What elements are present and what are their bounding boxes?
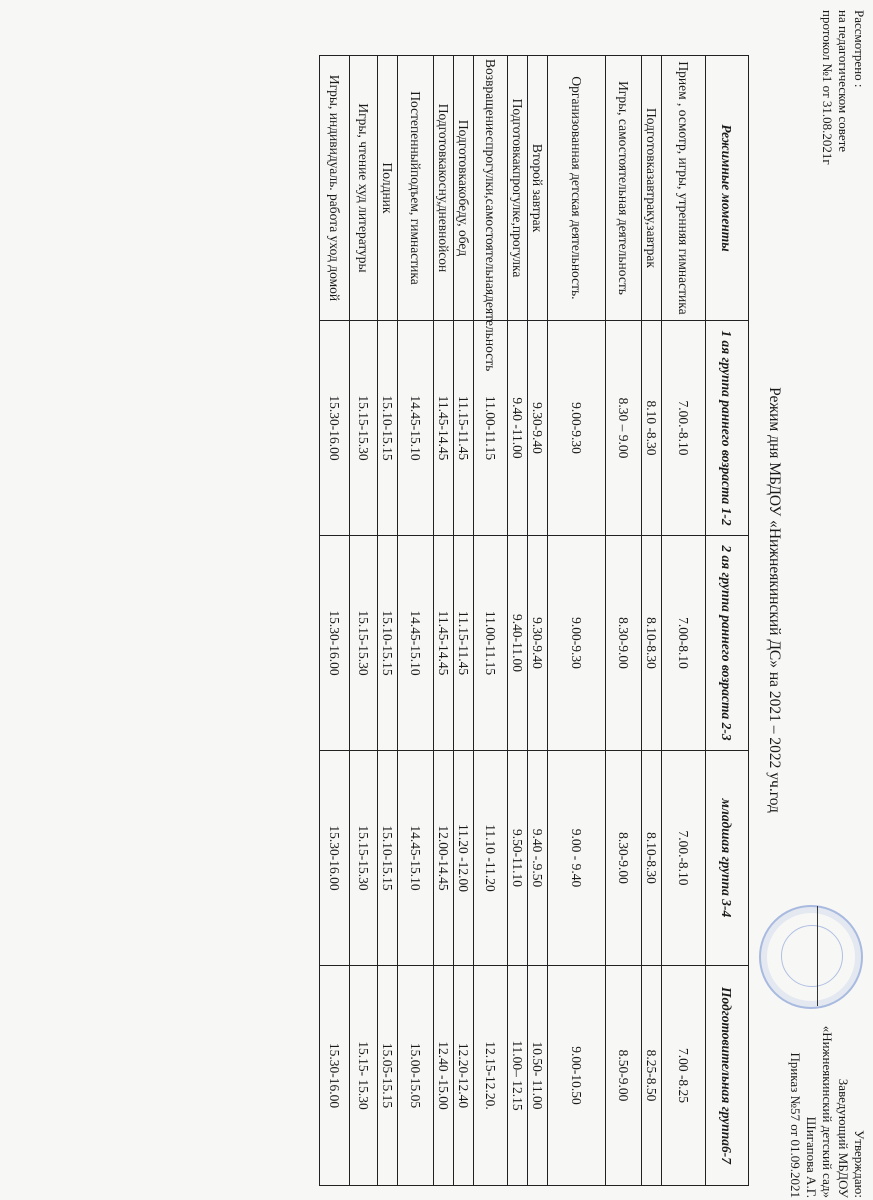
time-cell: 15.15-15.30 (350, 321, 378, 536)
table-row (548, 56, 606, 1186)
table-row (508, 56, 528, 1186)
header-row (706, 56, 749, 1186)
table-row (606, 56, 642, 1186)
time-cell: 9.00-10.50 (548, 966, 606, 1186)
time-cell: 15.15-15.30 (350, 536, 378, 751)
regime-moment-cell: Игры, индивидуаль. работа уход домой (320, 56, 350, 321)
time-cell: 9.40-11.00 (508, 536, 528, 751)
table-row (378, 56, 398, 1186)
time-cell: 15.05-15.15 (378, 966, 398, 1186)
time-cell: 14.45-15.10 (398, 536, 434, 751)
approval-line: Утверждаю: (852, 1130, 867, 1198)
regime-moment-cell: Организованная детская деятельность. (548, 56, 606, 321)
table-row (454, 56, 474, 1186)
regime-moment-cell: Полдник (378, 56, 398, 321)
time-cell: 10.50- 11.00 (528, 966, 548, 1186)
time-cell: 8.30-9.00 (606, 536, 642, 751)
consideration-line: протокол №1 от 31.08.2021г (820, 10, 835, 165)
approval-line: «Нижнеякинский детский сад» (820, 1025, 835, 1198)
time-cell: 11.10 -11.20 (474, 751, 508, 966)
time-cell: 9.30-9.40 (528, 321, 548, 536)
time-cell: 8.10-8.30 (642, 751, 662, 966)
time-cell: 9.50-11.10 (508, 751, 528, 966)
regime-moment-cell: Подготовкакобеду, обед (454, 56, 474, 321)
approval-line: Приказ №57 от 01.09.2021 (788, 1052, 803, 1198)
approval-block (787, 1026, 867, 1198)
time-cell: 7.00.-8.10 (662, 321, 706, 536)
time-cell: 8.30-9.00 (606, 751, 642, 966)
time-cell: 12.15-12.20. (474, 966, 508, 1186)
regime-moment-cell: Постепенныйподъем, гимнастика (398, 56, 434, 321)
time-cell: 8.25-8.50 (642, 966, 662, 1186)
time-cell: 11.45-14.45 (434, 536, 454, 751)
time-cell: 9.00-9.30 (548, 321, 606, 536)
consideration-line: Рассмотрено : (852, 10, 867, 88)
time-cell: 12.00-14.45 (434, 751, 454, 966)
table-row (350, 56, 378, 1186)
time-cell: 15.00-15.05 (398, 966, 434, 1186)
table-row (320, 56, 350, 1186)
signature-line (817, 906, 818, 1006)
time-cell: 14.45-15.10 (398, 751, 434, 966)
regime-moment-cell: Подготовкакпрогулке,прогулка (508, 56, 528, 321)
schedule-table (319, 55, 749, 1186)
regime-moment-cell: Прием , осмотр, игры, утренняя гимнастика (662, 56, 706, 321)
consideration-block (819, 10, 867, 165)
table-row (528, 56, 548, 1186)
time-cell: 11.15-11.45 (454, 321, 474, 536)
approval-line: Шигапова А.Г. (804, 1116, 819, 1198)
time-cell: 8.30 – 9.00 (606, 321, 642, 536)
regime-moment-cell: Возвращениеспрогулки,самостоятельнаядеятельность (474, 56, 508, 321)
time-cell: 7.00-8.10 (662, 536, 706, 751)
regime-moment-cell: Подготовказавтраку,завтрак (642, 56, 662, 321)
table-row (398, 56, 434, 1186)
time-cell: 15.10-15.15 (378, 751, 398, 966)
time-cell: 11.00– 12.15 (508, 966, 528, 1186)
page-title: Режим дня МБДОУ «Нижнеякинский ДС» на 2021 – 2022 уч.год (766, 387, 783, 813)
header-cell: Режимные моменты (706, 56, 749, 321)
time-cell: 11.00-11.15 (474, 536, 508, 751)
table-row (662, 56, 706, 1186)
header-cell: 2 ая группа раннего возраста 2-3 (706, 536, 749, 751)
header-cell: Подготовительная группа6-7 (706, 966, 749, 1186)
time-cell: 14.45-15.10 (398, 321, 434, 536)
time-cell: 8.10-8.30 (642, 536, 662, 751)
time-cell: 15.10-15.15 (378, 536, 398, 751)
time-cell: 12.20-12.40 (454, 966, 474, 1186)
time-cell: 11.15-11.45 (454, 536, 474, 751)
table-row (474, 56, 508, 1186)
time-cell: 9.00-9.30 (548, 536, 606, 751)
time-cell: 9.00 - 9.40 (548, 751, 606, 966)
time-cell: 9.40 -.9.50 (528, 751, 548, 966)
time-cell: 7.00 -8.25 (662, 966, 706, 1186)
time-cell: 15.30-16.00 (320, 751, 350, 966)
time-cell: 15.30-16.00 (320, 321, 350, 536)
regime-moment-cell: Игры, чтение худ литературы (350, 56, 378, 321)
time-cell: 15.30-16.00 (320, 536, 350, 751)
header-cell: 1 ая группа раннего возраста 1-2 (706, 321, 749, 536)
regime-moment-cell: Подготовкакосну,дневнойсон (434, 56, 454, 321)
table-row (434, 56, 454, 1186)
time-cell: 15.10-15.15 (378, 321, 398, 536)
time-cell: 8.10 -8.30 (642, 321, 662, 536)
time-cell: 8.50-9.00 (606, 966, 642, 1186)
table-row (642, 56, 662, 1186)
time-cell: 7.00.-8.10 (662, 751, 706, 966)
time-cell: 15.30-16.00 (320, 966, 350, 1186)
consideration-line: на педагогическом совете (836, 10, 851, 153)
table-body (320, 56, 706, 1186)
time-cell: 12.40 -15.00 (434, 966, 454, 1186)
time-cell: 11.45-14.45 (434, 321, 454, 536)
regime-moment-cell: Второй завтрак (528, 56, 548, 321)
time-cell: 11.20 -12.00 (454, 751, 474, 966)
time-cell: 15.15-15.30 (350, 751, 378, 966)
time-cell: 15.15- 15.30 (350, 966, 378, 1186)
time-cell: 9.40 -11.00 (508, 321, 528, 536)
approval-line: Заведующий МБДОУ (836, 1078, 851, 1198)
regime-moment-cell: Игры, самостоятельная деятельность (606, 56, 642, 321)
header-cell: младшая группа 3-4 (706, 751, 749, 966)
time-cell: 11.00-11.15 (474, 321, 508, 536)
time-cell: 9.30-9.40 (528, 536, 548, 751)
